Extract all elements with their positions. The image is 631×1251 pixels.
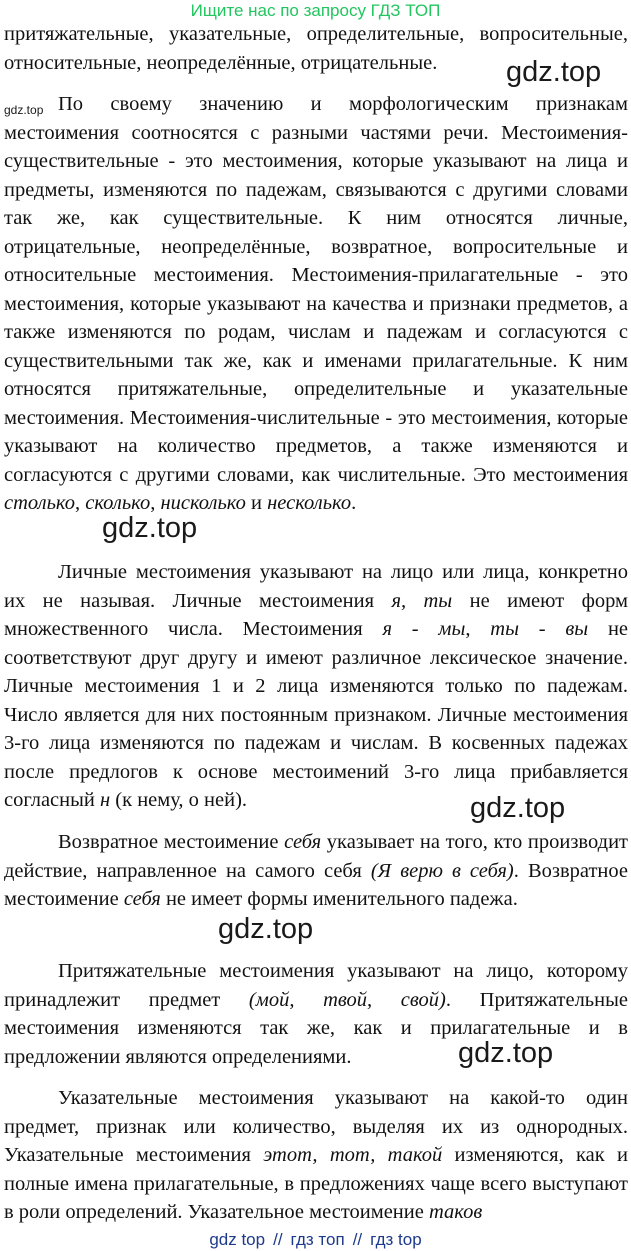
paragraph-3: Возвратное местоимение себя указывает на того, кто производит действие, направленное на самого себя (Я верю в себя). Возвратное местоимение себя не имеет формы именительного падежа.	[4, 831, 628, 910]
paragraph-4: Притяжательные местоимения указывают на лицо, которому принадлежит предмет (мой, твой, свой). Притяжательные местоимения изменяются так же, как и прилагательные и в предложении являются определениями.	[4, 960, 629, 1068]
watermark: gdz.top	[506, 56, 602, 88]
paragraph-2: Личные местоимения указывают на лицо или лица, конкретно их не называя. Личные местоимения я, ты не имеют форм множественного числа. Местоимения я - мы, ты - вы не соответствуют друг другу и имеют различное лексическое значение. Личные местоимения 1 и 2 лица изменяются только по падежам. Число является для них постоянным признаком. Личные местоимения 3-го лица изменяются по падежам и числам. В косвенных падежах после предлогов к основе местоимений 3-го лица прибавляется согласный н (к нему, о ней).	[4, 561, 629, 811]
watermark: gdz.top	[218, 913, 314, 945]
footer-separator: //	[273, 1230, 283, 1249]
watermark: gdz.top	[470, 792, 566, 824]
watermark: gdz.top	[102, 512, 198, 544]
footer-separator: //	[352, 1230, 363, 1249]
paragraph-1: По своему значению и морфологическим признакам местоимения соотносятся с разными частями речи. Местоимения-существительные - это местоимения, которые указывают на лица и предметы, изменяются по падежам, связываются с другими словами так же, как существительные. К ним относятся личные, отрицательные, неопределённые, возвратное, вопросительные и относительные местоимения. Местоимения-прилагательные - это местоимения, которые указывают на качества и признаки предметов, а также изменяются по родам, числам и падежам и согласуются с существительными так же, как и именами прилагательные. К ним относятся притяжательные, определительные и указательные местоимения. Местоимения-числительные - это местоимения, которые указывают на количество предметов, а также изменяются и согласуются с другими словами, как числительные. Это местоимения столько, сколько, нисколько и несколько.	[4, 93, 628, 514]
footer-link[interactable]: гдз top	[370, 1230, 422, 1249]
paragraph-0: притяжательные, указательные, определительные, вопросительные, относительные, неопределённые, отрицательные.	[4, 23, 628, 74]
footer-link[interactable]: gdz top	[209, 1230, 266, 1249]
paragraph-5: Указательные местоимения указывают на какой-то один предмет, признак или количество, выделяя их из однородных. Указательные местоимения этот, тот, такой изменяются, как и полные имена прилагательные, в предложениях чаще всего выступают в роли определений. Указательное местоимение таков	[4, 1087, 629, 1223]
footer-links	[0, 1229, 631, 1251]
footer-link[interactable]: гдз топ	[290, 1230, 345, 1249]
watermark: gdz.top	[458, 1037, 554, 1069]
watermark-small: gdz.top	[4, 103, 44, 117]
search-banner[interactable]: Ищите нас по запросу ГДЗ ТОП	[190, 1, 441, 20]
